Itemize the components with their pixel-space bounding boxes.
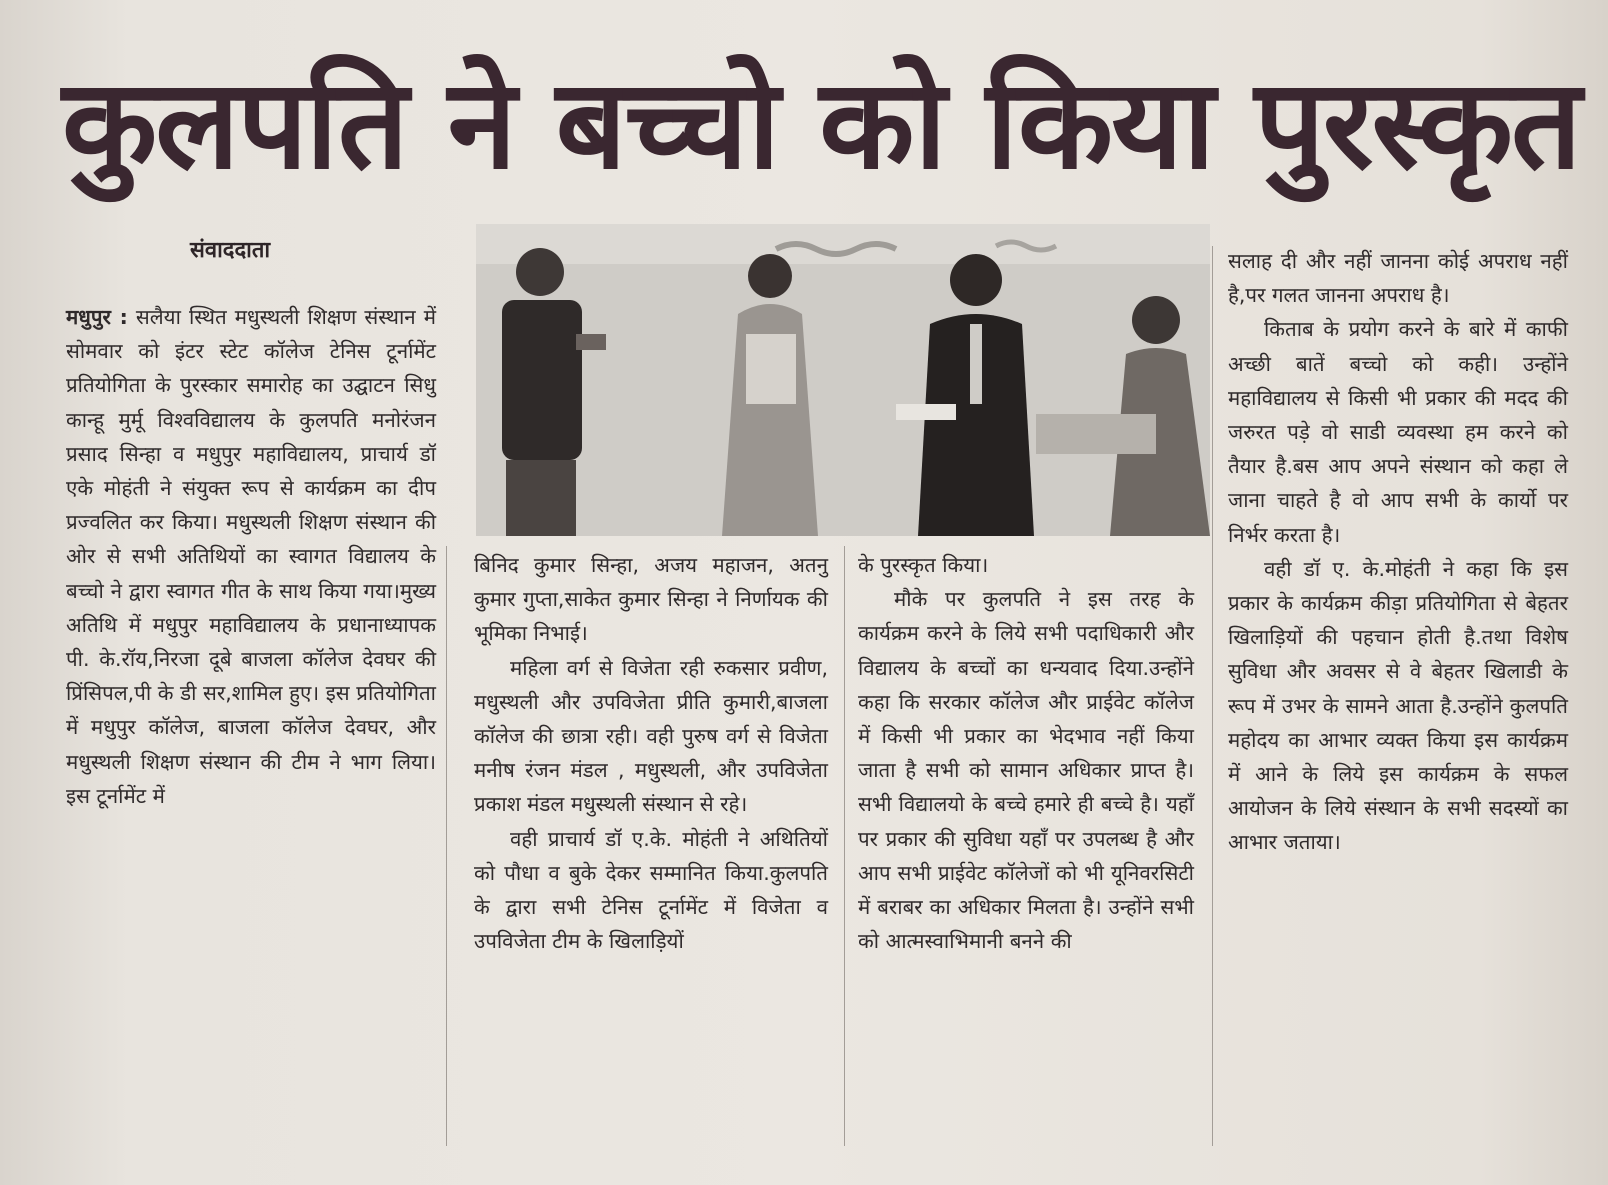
column-1-paragraph [66,300,436,813]
award-ceremony-photo [476,224,1210,536]
article-column-1 [66,300,436,813]
article-column-4 [1228,244,1568,860]
column-4-paragraph: सलाह दी और नहीं जानना कोई अपराध नहीं है,पर गलत जानना अपराध है। [1228,249,1568,308]
photo-illustration [476,224,1210,536]
byline: संवाददाता [190,238,271,263]
column-rule [446,546,447,1146]
column-2-paragraph: बिनिद कुमार सिन्हा, अजय महाजन, अतनु कुमार गुप्ता,साकेत कुमार सिन्हा ने निर्णायक की भूमिका निभाई। [474,553,828,646]
column-1-text: सलैया स्थित मधुस्थली शिक्षण संस्थान में सोमवार को इंटर स्टेट कॉलेज टेनिस टूर्नामेंट प्रतियोगिता के पुरस्कार समारोह का उद्घाटन सिधु कान्हू मुर्मू विश्वविद्यालय के कुलपति मनोरंजन प्रसाद सिन्हा व मधुपुर महाविद्यालय, प्राचार्य डॉ एके मोहंती ने संयुक्त रूप से कार्यक्रम का दीप प्रज्वलित कर किया। मधुस्थली शिक्षण संस्थान की ओर से सभी अतिथियों का स्वागत विद्यालय के बच्चो ने द्वारा स्वागत गीत के साथ किया गया।मुख्य अतिथि में मधुपुर महाविद्यालय के प्रधानाध्यापक पी. के.रॉय,निरजा दूबे बाजला कॉलेज देवघर की प्रिंसिपल,पी के डी सर,शामिल हुए। इस प्रतियोगिता में मधुपुर कॉलेज, बाजला कॉलेज देवघर, और मधुस्थली शिक्षण संस्थान की टीम ने भाग लिया। इस टूर्नामेंट में [66,305,436,808]
column-2-paragraph: वही प्राचार्य डॉ ए.के. मोहंती ने अथितियों को पौधा व बुके देकर सम्मानित किया.कुलपति के द्वारा सभी टेनिस टूर्नामेंट में विजेता व उपविजेता टीम के खिलाड़ियों [474,826,828,954]
column-3-paragraph: के पुरस्कृत किया। [858,553,989,577]
dateline-place: मधुपुर : [66,305,128,329]
article-column-2 [474,548,828,958]
column-rule [844,546,845,1146]
article-column-3 [858,548,1194,958]
column-3-paragraph: मौके पर कुलपति ने इस तरह के कार्यक्रम करने के लिये सभी पदाधिकारी और विद्यालय के बच्चों का धन्यवाद दिया.उन्होंने कहा कि सरकार कॉलेज और प्राईवेट कॉलेज में किसी भी प्रकार का भेदभाव नहीं किया जाता है सभी को सामान अधिकार प्राप्त है। सभी विद्यालयो के बच्चे हमारे ही बच्चे है। यहाँ पर प्रकार की सुविधा यहाँ पर उपलब्ध है और आप सभी प्राईवेट कॉलेजों को भी यूनिवरसिटी में बराबर का अधिकार मिलता है। उन्होंने सभी को आत्मस्वाभिमानी बनने की [858,587,1194,954]
column-4-paragraph: किताब के प्रयोग करने के बारे में काफी अच्छी बातें बच्चो को कही। उन्होंने महाविद्यालय से किसी भी प्रकार की मदद की जरुरत पड़े वो साडी व्यवस्था हम करने को तैयार है.बस आप अपने संस्थान को कहा ले जाना चाहते है वो आप सभी के कार्यो पर निर्भर करता है। [1228,317,1568,547]
column-2-paragraph: महिला वर्ग से विजेता रही रुकसार प्रवीण, मधुस्थली और उपविजेता प्रीति कुमारी,बाजला कॉलेज की छात्रा रही। वही पुरुष वर्ग से विजेता मनीष रंजन मंडल , मधुस्थली, और उपविजेता प्रकाश मंडल मधुस्थली संस्थान से रहे। [474,655,828,817]
headline: कुलपति ने बच्चो को किया पुरस्कृत [62,53,1580,197]
column-rule [1212,246,1213,1146]
column-4-paragraph: वही डॉ ए. के.मोहंती ने कहा कि इस प्रकार के कार्यक्रम कीड़ा प्रतियोगिता से बेहतर खिलाड़ियों की पहचान होती है.तथा विशेष सुविधा और अवसर से वे बेहतर खिलाडी के रूप में उभर के सामने आता है.उन्होंने कुलपति महोदय का आभार व्यक्त किया इस कार्यक्रम में आने के लिये इस कार्यक्रम के सफल आयोजन के लिये संस्थान के सभी सदस्यों का आभार जताया। [1228,556,1568,855]
